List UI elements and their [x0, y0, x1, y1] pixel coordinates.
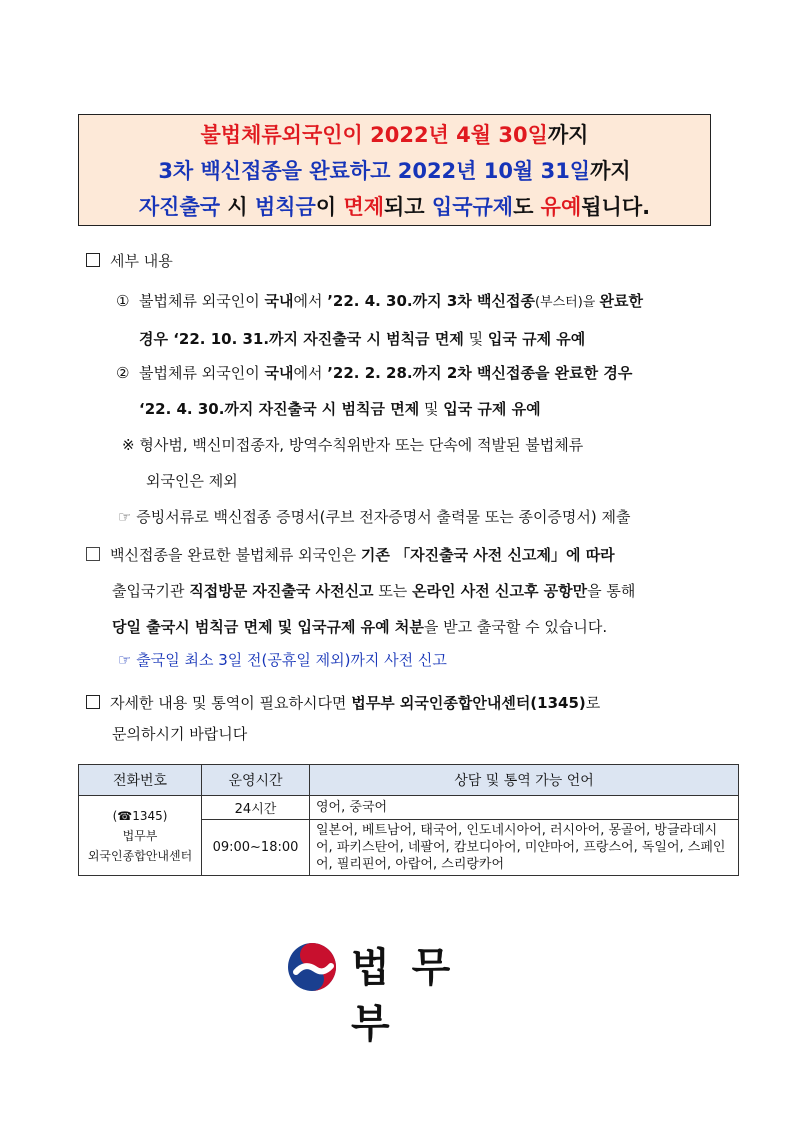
phone-number: (☎1345) [112, 808, 168, 823]
detail-item-1-line-2 [86, 321, 726, 357]
headline-text: 범칙금 [254, 195, 316, 219]
text-span: ’22. 4. 30.까지 3차 백신접종 [327, 292, 535, 310]
text-span: 입국 규제 유예 [443, 400, 541, 418]
headline-text: 됩니다. [581, 195, 651, 219]
procedure-note [86, 642, 726, 678]
table-header: 운영시간 [202, 765, 310, 796]
languages-cell: 일본어, 베트남어, 태국어, 인도네시아어, 러시아어, 몽골어, 방글라데시어, 파키스탄어, 네팔어, 캄보디아어, 미얀마어, 프랑스어, 독일어, 스페인어, 필리핀어, 아랍어, 스리랑카어 [310, 820, 739, 876]
phone-cell [79, 796, 202, 876]
detail-item-1 [86, 283, 726, 357]
text-span: 입국 규제 유예 [487, 330, 586, 348]
detail-item-2 [86, 355, 726, 427]
evidence-line [86, 499, 726, 535]
inquiry-line-1 [86, 685, 726, 721]
taeguk-emblem-icon [287, 942, 337, 992]
headline-text: 자진출국 [138, 195, 221, 219]
exclusion-note [86, 427, 726, 499]
headline-text: 면제 [343, 195, 385, 219]
text-span: 및 [463, 330, 488, 348]
procedure-note-line [86, 642, 726, 678]
text-span: 국내 [264, 364, 294, 382]
headline-box [78, 114, 711, 226]
languages-cell: 영어, 중국어 [310, 796, 739, 820]
detail-heading [86, 243, 726, 279]
hours-cell: 09:00~18:00 [202, 820, 310, 876]
procedure-section [86, 537, 726, 645]
text-span: 로 [585, 694, 601, 712]
text-span: 경우 ‘22. 10. 31.까지 자진출국 시 범칙금 면제 [139, 330, 464, 348]
table-row [79, 796, 739, 820]
text-span: 법무부 외국인종합안내센터(1345) [351, 694, 586, 712]
headline-text: 이 [315, 195, 344, 219]
headline-line-3 [79, 189, 710, 225]
headline-text: 불법체류외국인이 2022년 4월 30일 [200, 123, 548, 147]
headline-text: 까지 [590, 159, 631, 183]
text-span: (부스터)을 [534, 295, 600, 310]
table-header: 상담 및 통역 가능 언어 [310, 765, 739, 796]
headline-text: 입국규제 [431, 195, 514, 219]
headline-text: 되고 [384, 195, 432, 219]
text-span: 국내 [264, 292, 294, 310]
evidence-note [86, 499, 726, 535]
checkbox-icon [86, 547, 100, 561]
text-span: 또는 [373, 582, 413, 600]
checkbox-icon [86, 695, 100, 709]
text-span: 불법체류 외국인이 [139, 364, 265, 382]
detail-item-2-line-1 [86, 355, 726, 391]
text-span: 을 통해 [587, 582, 636, 600]
procedure-line-3 [86, 609, 726, 645]
checkbox-icon [86, 253, 100, 267]
procedure-line-1 [86, 537, 726, 573]
headline-text: 3차 백신접종을 완료하고 2022년 10월 31일 [158, 159, 591, 183]
text-span: 백신접종을 완료한 불법체류 외국인은 [110, 546, 361, 564]
exclusion-line-1 [86, 427, 726, 463]
headline-line-2 [79, 153, 710, 189]
inquiry-section [86, 685, 726, 747]
detail-heading-text: 세부 내용 [110, 252, 173, 270]
exclusion-line-2: 외국인은 제외 [146, 472, 238, 490]
text-span: 온라인 사전 신고후 공항만 [412, 582, 588, 600]
text-span: 출입국기관 [112, 582, 190, 600]
text-span: 직접방문 자진출국 사전신고 [189, 582, 374, 600]
text-span: 완료한 [599, 292, 643, 310]
circled-number-2: ② [116, 364, 130, 382]
phone-center: 외국인종합안내센터 [87, 848, 193, 863]
procedure-line-2 [86, 573, 726, 609]
headline-text: 시 [220, 195, 255, 219]
text-span: 에서 [293, 292, 328, 310]
table-header-row [79, 765, 739, 796]
hours-cell: 24시간 [202, 796, 310, 820]
text-span: 을 받고 출국할 수 있습니다. [423, 618, 608, 636]
ministry-name: 법무부 [351, 945, 473, 1047]
text-span: 및 [419, 400, 444, 418]
text-span: 증빙서류로 백신접종 증명서(쿠브 전자증명서 출력물 또는 종이증명서) 제출 [136, 508, 631, 526]
headline-text: 도 [513, 195, 541, 219]
headline-text: 유예 [540, 195, 582, 219]
contact-table [78, 764, 739, 876]
detail-item-2-line-2 [86, 391, 726, 427]
text-span: 불법체류 외국인이 [139, 292, 265, 310]
text-span: ’22. 2. 28.까지 2차 백신접종을 완료한 경우 [327, 364, 633, 382]
phone-org: 법무부 [122, 828, 158, 843]
text-span: 기존 「자진출국 사전 신고제」에 따라 [360, 546, 615, 564]
text-span: 형사범, 백신미접종자, 방역수칙위반자 또는 단속에 적발된 불법체류 [139, 436, 584, 454]
text-span: 에서 [293, 364, 328, 382]
table-header: 전화번호 [79, 765, 202, 796]
headline-text: 까지 [547, 123, 589, 147]
pointing-hand-icon: ☞ [118, 651, 132, 669]
detail-item-1-line-1 [86, 283, 726, 321]
inquiry-line-2: 문의하시기 바랍니다 [112, 725, 248, 743]
text-span: 당일 출국시 범칙금 면제 및 입국규제 유예 처분 [112, 618, 424, 636]
text-span: 자세한 내용 및 통역이 필요하시다면 [110, 694, 352, 712]
text-span: ‘22. 4. 30.까지 자진출국 시 범칙금 면제 [139, 400, 420, 418]
reference-mark-icon: ※ [122, 436, 135, 454]
pointing-hand-icon: ☞ [118, 508, 132, 526]
ministry-logo [287, 940, 527, 1047]
text-span: 출국일 최소 3일 전(공휴일 제외)까지 사전 신고 [136, 651, 447, 669]
circled-number-1: ① [116, 292, 130, 310]
headline-line-1 [79, 117, 710, 153]
